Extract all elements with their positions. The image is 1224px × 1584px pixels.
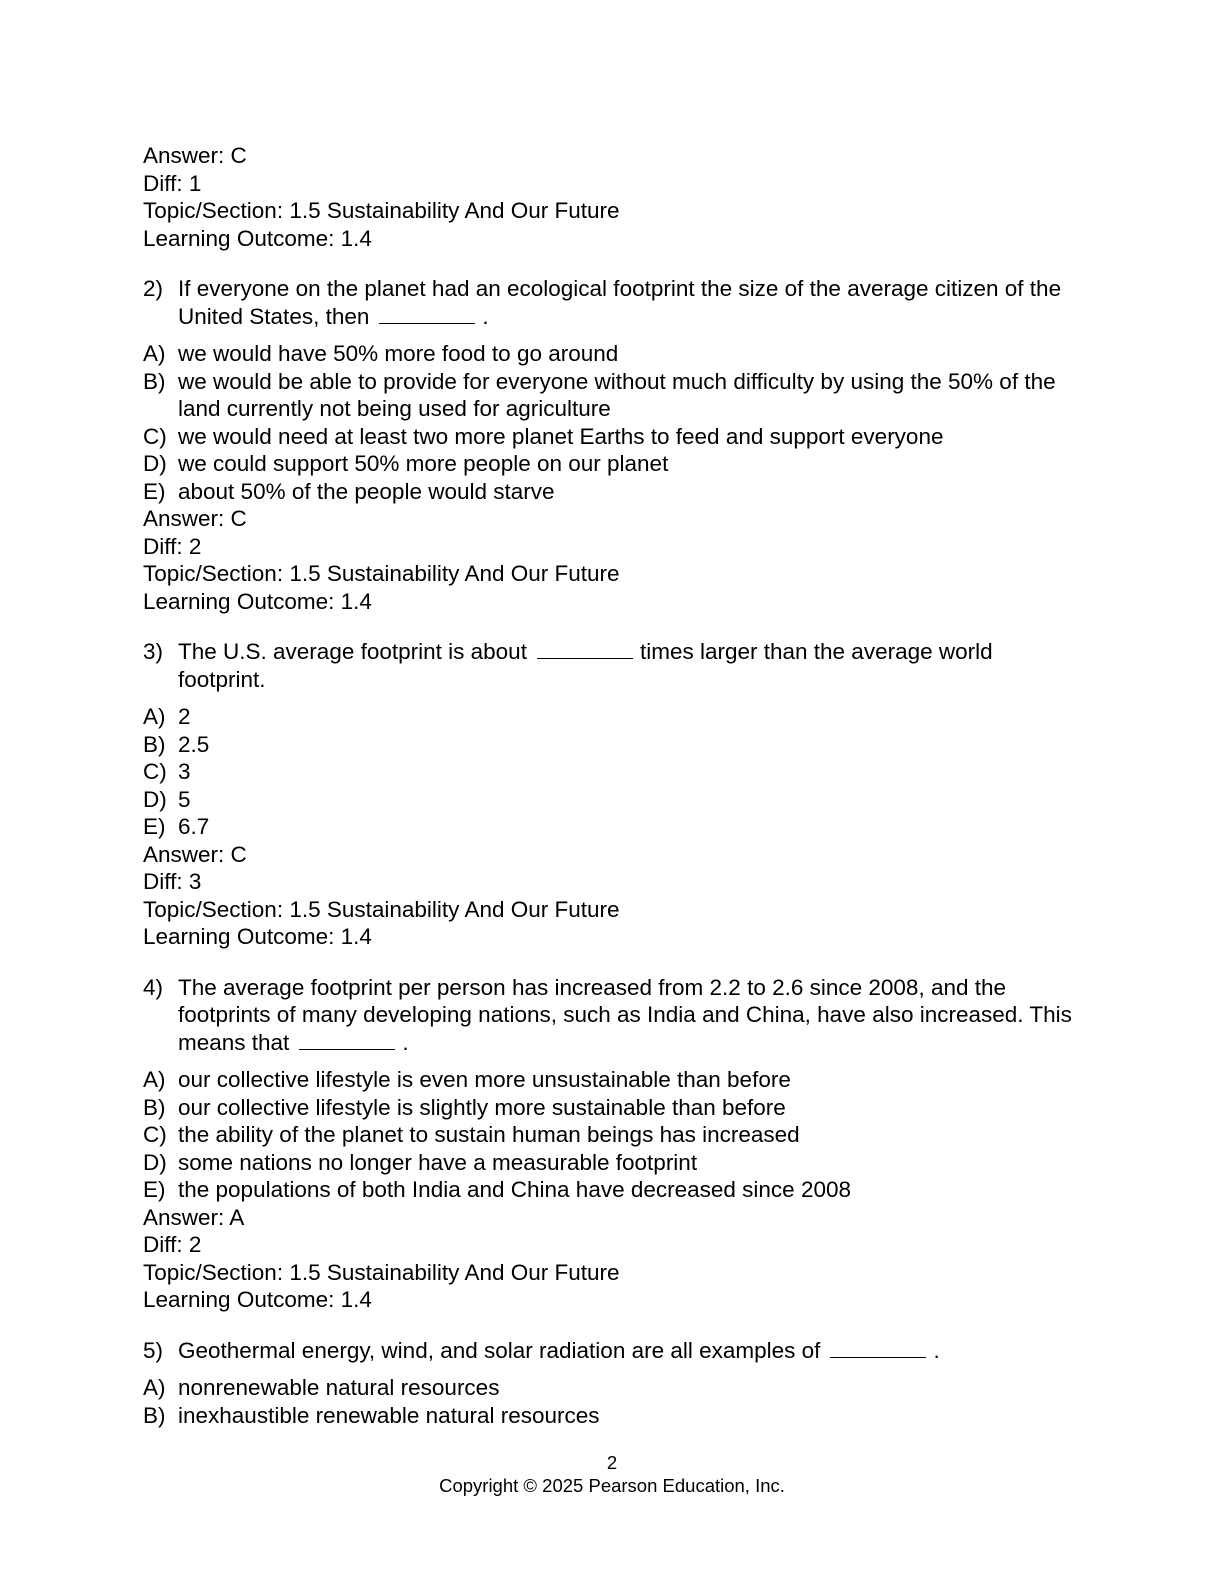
question-stem <box>143 974 1083 1057</box>
question-text: Geothermal energy, wind, and solar radiation are all examples of <box>178 1337 821 1363</box>
topic-line: Topic/Section: 1.5 Sustainability And Our Future <box>143 896 620 922</box>
choice-c: C) we would need at least two more planet Earths to feed and support everyone <box>143 423 944 449</box>
choice-b: B) our collective lifestyle is slightly more sustainable than before <box>143 1094 786 1120</box>
question-5-block <box>143 1337 1083 1430</box>
question-number: 5) <box>143 1337 164 1363</box>
question-3-metadata <box>143 841 1083 951</box>
difficulty-line: Diff: 3 <box>143 869 202 894</box>
choice-d: D) we could support 50% more people on our planet <box>143 451 669 476</box>
choice-d: D) 5 <box>143 786 191 812</box>
topic-line: Topic/Section: 1.5 Sustainability And Our Future <box>143 561 620 586</box>
answer-line: Answer: C <box>143 506 247 531</box>
question-1-metadata <box>143 142 1083 252</box>
fill-in-blank <box>830 1339 926 1358</box>
choice-a: A) our collective lifestyle is even more unsustainable than before <box>143 1067 791 1092</box>
learning-outcome-line: Learning Outcome: 1.4 <box>143 225 372 251</box>
topic-line: Topic/Section: 1.5 Sustainability And Our Future <box>143 198 620 223</box>
question-2-block <box>143 275 1083 615</box>
choice-c: C) the ability of the planet to sustain human beings has increased <box>143 1122 800 1147</box>
question-stem <box>143 638 1083 693</box>
answer-choices <box>143 1374 1083 1429</box>
answer-line: Answer: A <box>143 1204 245 1230</box>
document-page <box>143 142 1083 1429</box>
fill-in-blank <box>379 305 475 324</box>
question-number: 2) <box>143 276 164 301</box>
choice-b: B) 2.5 <box>143 731 210 757</box>
question-4-metadata <box>143 1204 1083 1314</box>
question-text-end: . <box>482 303 489 329</box>
topic-line: Topic/Section: 1.5 Sustainability And Our Future <box>143 1259 620 1285</box>
fill-in-blank <box>299 1031 395 1050</box>
question-number: 4) <box>143 974 164 1000</box>
question-number: 3) <box>143 639 164 664</box>
question-text-end: times larger than the average world footprint. <box>178 639 993 692</box>
answer-choices <box>143 340 1083 505</box>
difficulty-line: Diff: 1 <box>143 170 202 196</box>
choice-e: E) the populations of both India and China have decreased since 2008 <box>143 1177 852 1202</box>
question-4-block <box>143 974 1083 1314</box>
choice-b: B) we would be able to provide for everyone without much difficulty by using the 50% of the land currently not being used for agriculture <box>143 368 1056 421</box>
question-text: The U.S. average footprint is about <box>178 639 527 664</box>
choice-b: B) inexhaustible renewable natural resources <box>143 1402 600 1428</box>
choice-a: A) we would have 50% more food to go around <box>143 341 619 366</box>
answer-line: Answer: C <box>143 841 247 867</box>
answer-line: Answer: C <box>143 143 247 168</box>
question-2-metadata <box>143 505 1083 615</box>
question-text: The average footprint per person has increased from 2.2 to 2.6 since 2008, and the footprints of many developing nations, such as India and China, have also increased. This means that <box>178 974 1072 1055</box>
page-number: 2 <box>606 1452 618 1473</box>
choice-d: D) some nations no longer have a measurable footprint <box>143 1149 698 1175</box>
learning-outcome-line: Learning Outcome: 1.4 <box>143 1287 372 1312</box>
question-3-block <box>143 638 1083 951</box>
question-text: If everyone on the planet had an ecological footprint the size of the average citizen of the United States, then <box>178 276 1062 329</box>
choice-c: C) 3 <box>143 759 191 784</box>
question-stem <box>143 275 1083 330</box>
choice-a: A) nonrenewable natural resources <box>143 1375 500 1400</box>
question-text-end: . <box>933 1337 940 1363</box>
question-stem <box>143 1337 1083 1365</box>
difficulty-line: Diff: 2 <box>143 1232 202 1257</box>
answer-choices <box>143 1066 1083 1204</box>
learning-outcome-line: Learning Outcome: 1.4 <box>143 924 372 949</box>
choice-e: E) 6.7 <box>143 814 210 839</box>
question-text-end: . <box>402 1029 409 1055</box>
difficulty-line: Diff: 2 <box>143 533 202 559</box>
choice-e: E) about 50% of the people would starve <box>143 478 555 504</box>
learning-outcome-line: Learning Outcome: 1.4 <box>143 588 372 614</box>
choice-a: A) 2 <box>143 704 191 729</box>
fill-in-blank <box>537 640 633 659</box>
answer-choices <box>143 703 1083 841</box>
copyright-notice: Copyright © 2025 Pearson Education, Inc. <box>439 1475 785 1496</box>
